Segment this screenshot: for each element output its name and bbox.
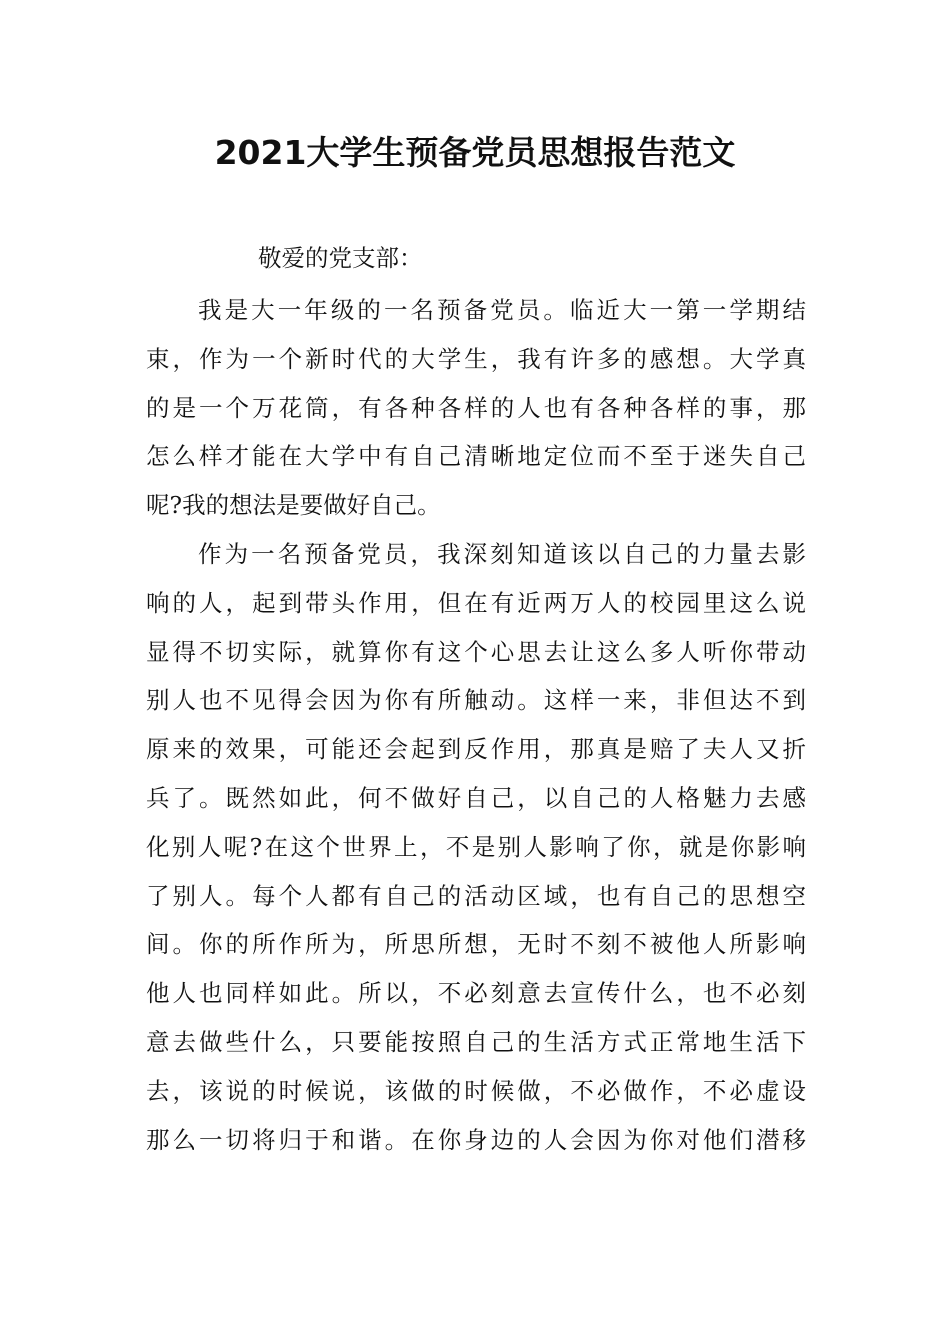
paragraph-line: 他人也同样如此。所以，不必刻意去宣传什么，也不必刻 xyxy=(146,979,806,1008)
paragraph-line: 原来的效果，可能还会起到反作用，那真是赔了夫人又折 xyxy=(146,735,806,764)
paragraph-2 xyxy=(146,530,806,1164)
document-body xyxy=(146,286,806,1164)
salutation: 敬爱的党支部： xyxy=(258,244,423,272)
paragraph-line: 那么一切将归于和谐。在你身边的人会因为你对他们潜移 xyxy=(146,1125,806,1154)
document-title: 2021大学生预备党员思想报告范文 xyxy=(214,133,736,172)
paragraph-line: 间。你的所作所为，所思所想，无时不刻不被他人所影响 xyxy=(146,930,806,959)
paragraph-line: 了别人。每个人都有自己的活动区域，也有自己的思想空 xyxy=(146,881,806,910)
paragraph-line: 显得不切实际，就算你有这个心思去让这么多人听你带动 xyxy=(146,637,806,666)
paragraph-line: 去，该说的时候说，该做的时候做，不必做作，不必虚设 xyxy=(146,1076,806,1105)
paragraph-line: 响的人，起到带头作用，但在有近两万人的校园里这么说 xyxy=(146,588,806,617)
paragraph-line: 意去做些什么，只要能按照自己的生活方式正常地生活下 xyxy=(146,1027,806,1056)
paragraph-line: 别人也不见得会因为你有所触动。这样一来，非但达不到 xyxy=(146,686,806,715)
paragraph-line: 束，作为一个新时代的大学生，我有许多的感想。大学真 xyxy=(146,344,806,373)
paragraph-1 xyxy=(146,286,806,530)
paragraph-line: 化别人呢?在这个世界上，不是别人影响了你，就是你影响 xyxy=(146,832,806,861)
paragraph-line: 呢?我的想法是要做好自己。 xyxy=(146,491,441,520)
paragraph-line: 怎么样才能在大学中有自己清晰地定位而不至于迷失自己 xyxy=(146,442,806,471)
paragraph-line: 我是大一年级的一名预备党员。临近大一第一学期结 xyxy=(198,296,806,324)
paragraph-line: 兵了。既然如此，何不做好自己，以自己的人格魅力去感 xyxy=(146,783,806,812)
paragraph-line: 作为一名预备党员，我深刻知道该以自己的力量去影 xyxy=(198,539,806,568)
paragraph-line: 的是一个万花筒，有各种各样的人也有各种各样的事，那 xyxy=(146,393,806,422)
